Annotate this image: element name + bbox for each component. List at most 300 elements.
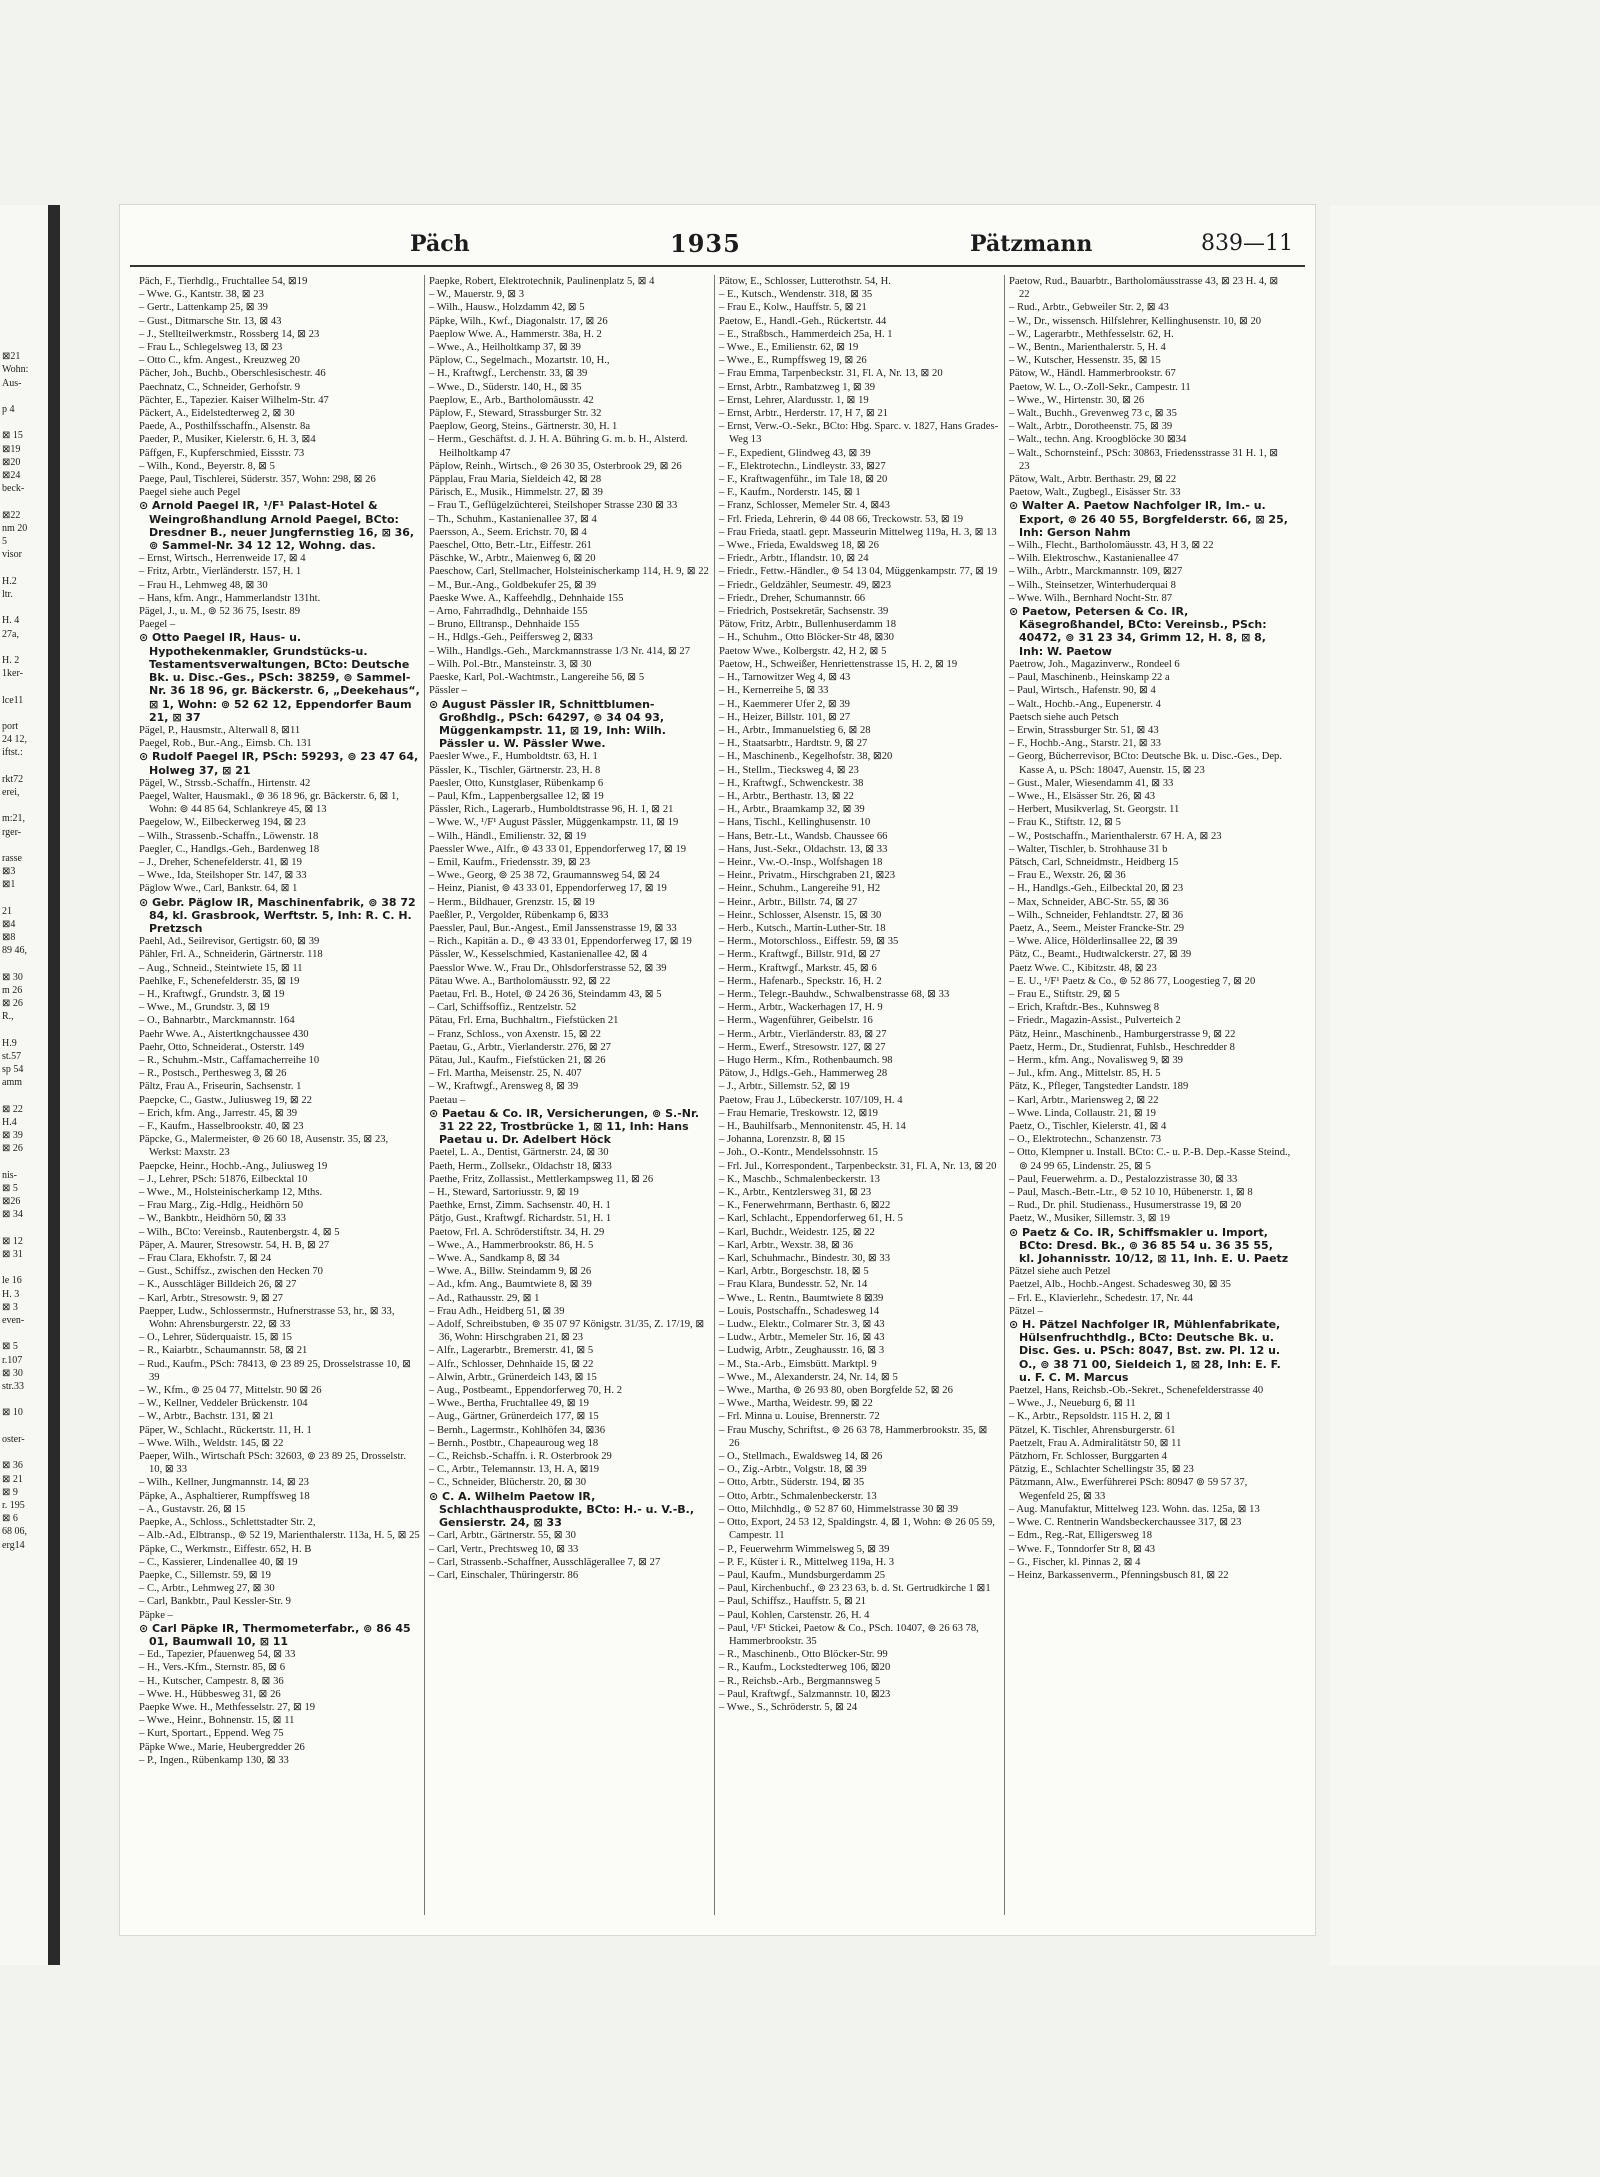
- directory-entry: – H., Arbtr., Immanuelstieg 6, ⊠ 28: [719, 724, 871, 736]
- directory-entry: Paetz Wwe. C., Kibitzstr. 48, ⊠ 23: [1009, 962, 1157, 974]
- previous-page-fragment: 24 12,: [2, 734, 27, 746]
- directory-entry: Paetzel, Hans, Reichsb.-Ob.-Sekret., Schenefelderstrasse 40: [1009, 1385, 1264, 1397]
- directory-entry: – Otto, Arbtr., Süderstr. 194, ⊠ 35: [719, 1477, 865, 1489]
- directory-entry: – Walt., Schornsteinf., PSch: 30863, Friedensstrasse 31 H. 1, ⊠ 23: [1009, 447, 1279, 472]
- directory-entry: – Wwe., H., Elsässer Str. 26, ⊠ 43: [1009, 790, 1156, 802]
- directory-entry: Paeplow, E., Arb., Bartholomäusstr. 42: [429, 394, 594, 406]
- directory-entry: – Karl, Buchdr., Weidestr. 125, ⊠ 22: [719, 1226, 875, 1238]
- directory-entry: – Gust., Schiffsz., zwischen den Hecken 70: [139, 1266, 323, 1278]
- directory-entry: – Frau E., Stiftstr. 29, ⊠ 5: [1009, 988, 1120, 1000]
- previous-page-fragment: [2, 1446, 48, 1459]
- previous-page-fragment: ⊠ 12: [2, 1235, 23, 1247]
- directory-entry: – J., Stellteilwerkmstr., Rossberg 14, ⊠ 23: [139, 328, 320, 340]
- directory-entry: – Wwe., M., Holsteinischerkamp 12, Mths.: [139, 1187, 323, 1199]
- directory-entry: – F., Kaufm., Norderstr. 145, ⊠ 1: [719, 487, 861, 499]
- directory-entry: Pätow, Fritz, Arbtr., Bullenhuserdamm 18: [719, 619, 897, 631]
- previous-page-fragment: erg14: [2, 1539, 25, 1551]
- directory-entry: – H., Stellm., Tiecksweg 4, ⊠ 23: [719, 764, 859, 776]
- directory-entry: – Heinz, Pianist, ⊚ 43 33 01, Eppendorferweg 17, ⊠ 19: [429, 883, 667, 895]
- directory-entry: Pätow, W., Händl. Hammerbrookstr. 67: [1009, 368, 1176, 380]
- directory-entry: – Wilh., Steinsetzer, Winterhuderquai 8: [1009, 579, 1176, 591]
- directory-entry: – C., Schneider, Blücherstr. 20, ⊠ 30: [429, 1477, 587, 1489]
- previous-page-fragment: ⊠ 34: [2, 1209, 23, 1221]
- directory-entry: – Frau K., Stiftstr. 12, ⊠ 5: [1009, 817, 1121, 829]
- directory-entry: Paesler, Otto, Kunstglaser, Rübenkamp 6: [429, 777, 604, 789]
- directory-entry: – Frau Frieda, staatl. gepr. Masseurin Mittelweg 119a, H. 3, ⊠ 13: [719, 526, 997, 538]
- directory-entry: Paeske Wwe. A., Kaffeehdlg., Dehnhaide 155: [429, 592, 624, 604]
- previous-page-fragment: H. 4: [2, 615, 20, 627]
- directory-entry: – Wwe., J., Neueburg 6, ⊠ 11: [1009, 1398, 1136, 1410]
- previous-page-fragment: rger-: [2, 826, 22, 838]
- directory-entry: – Alfr., Lagerarbtr., Bremerstr. 41, ⊠ 5: [429, 1345, 594, 1357]
- previous-page-fragment: ⊠ 21: [2, 1473, 23, 1485]
- directory-entry: – Friedr., Fettw.-Händler., ⊚ 54 13 04, Müggenkampstr. 77, ⊠ 19: [719, 566, 998, 578]
- directory-entry: – Wwe., D., Süderstr. 140, H., ⊠ 35: [429, 381, 582, 393]
- directory-entry: – R., Kaiarbtr., Schaumannstr. 58, ⊠ 21: [139, 1345, 308, 1357]
- directory-entry: – Paul, Wirtsch., Hafenstr. 90, ⊠ 4: [1009, 685, 1156, 697]
- previous-page-fragment: ⊠ 26: [2, 1143, 23, 1155]
- directory-entry: – H., Kernerreihe 5, ⊠ 33: [719, 685, 829, 697]
- directory-entry: – Kurt, Sportart., Eppend. Weg 75: [139, 1728, 284, 1740]
- previous-page-fragment: 27a,: [2, 628, 19, 640]
- previous-page-fragment: [2, 641, 48, 654]
- directory-entry: Paeplow Wwe. A., Hammerstr. 38a, H. 2: [429, 328, 602, 340]
- directory-entry: – Ernst, Wirtsch., Herrenweide 17, ⊠ 4: [139, 553, 306, 565]
- directory-entry: – R., Schuhm.-Mstr., Caffamacherreihe 10: [139, 1054, 320, 1066]
- directory-entry: – E., Kutsch., Wendenstr. 318, ⊠ 35: [719, 289, 873, 301]
- previous-page-fragment: Aus-: [2, 377, 22, 389]
- directory-entry: – Joh., O.-Kontr., Mendelssohnstr. 15: [719, 1147, 878, 1159]
- directory-entry: – Wwe. A., Billw. Steindamm 9, ⊠ 26: [429, 1266, 592, 1278]
- directory-entry: – Paul, ¹/F¹ Stickei, Paetow & Co., PSch. 10407, ⊚ 26 63 78, Hammerbrookstr. 35: [719, 1622, 979, 1647]
- directory-entry: – P., Feuerwehrm Wimmelsweg 5, ⊠ 39: [719, 1543, 890, 1555]
- directory-entry: Paeßler, P., Vergolder, Rübenkamp 6, ⊠33: [429, 909, 609, 921]
- directory-entry: – Friedr., Geldzähler, Seumestr. 49, ⊠23: [719, 579, 892, 591]
- directory-entry: – Otto C., kfm. Angest., Kreuzweg 20: [139, 355, 300, 367]
- previous-page-fragment: p 4: [2, 404, 15, 416]
- directory-entry: – Bernh., Postbtr., Chapeauroug weg 18: [429, 1437, 599, 1449]
- directory-entry: Paetzel, Alb., Hochb.-Angest. Schadesweg 30, ⊠ 35: [1009, 1279, 1231, 1291]
- directory-entry: Päplow, F., Steward, Strassburger Str. 32: [429, 408, 602, 420]
- directory-entry: – Karl, Schlacht., Eppendorferweg 61, H. 5: [719, 1213, 903, 1225]
- directory-entry: – Arno, Fahrradhdlg., Dehnhaide 155: [429, 606, 588, 618]
- directory-entry: – Ad., Rathausstr. 29, ⊠ 1: [429, 1292, 540, 1304]
- directory-entry: – Herm., Bildhauer, Grenzstr. 15, ⊠ 19: [429, 896, 595, 908]
- directory-entry: – K., Arbtr., Kentzlersweg 31, ⊠ 23: [719, 1187, 872, 1199]
- directory-entry: – P., Ingen., Rübenkamp 130, ⊠ 33: [139, 1754, 289, 1766]
- directory-entry: – Walt., Buchh., Grevenweg 73 c, ⊠ 35: [1009, 408, 1177, 420]
- directory-entry: – Wwe., L. Rentn., Baumtwiete 8 ⊠39: [719, 1292, 884, 1304]
- previous-page-fragment: [2, 231, 48, 244]
- previous-page-fragment: rkt72: [2, 773, 24, 785]
- directory-entry: – C., Kassierer, Lindenallee 40, ⊠ 19: [139, 1556, 298, 1568]
- directory-entry: – Hans, Just.-Sekr., Oldachstr. 13, ⊠ 33: [719, 843, 888, 855]
- directory-entry: – Jul., kfm. Ang., Mittelstr. 85, H. 5: [1009, 1068, 1161, 1080]
- directory-entry: – Ernst, Arbtr., Herderstr. 17, H 7, ⊠ 21: [719, 408, 888, 420]
- header-first-entry: Päch: [410, 231, 470, 257]
- directory-entry: – Ernst, Verw.-O.-Sekr., BCto: Hbg. Sparc. v. 1827, Hans Grades-Weg 13: [719, 421, 999, 446]
- directory-entry: Pätow, J., Hdlgs.-Geh., Hammerweg 28: [719, 1068, 888, 1080]
- directory-entry: – Frau Marg., Zig.-Hdlg., Heidhörn 50: [139, 1200, 303, 1212]
- directory-entry: – Wilh. Pol.-Btr., Mansteinstr. 3, ⊠ 30: [429, 658, 592, 670]
- directory-entry: – Frau Emma, Tarpenbeckstr. 31, Fl. A, Nr. 13, ⊠ 20: [719, 368, 943, 380]
- directory-entry: ⊙ Otto Paegel IR, Haus- u. Hypothekenmakler, Grundstücks-u. Testamentsverwaltungen, BCto: Deutsche Bk. u. Disc.-Ges., PSch: 38259, ⊚ Sammel-Nr. 36 18 96, gr. Bäckerstr. 6, „Deekehaus“, ⊠ 1, Wohn: ⊚ 52 62 12, Eppendorfer Baum 21, ⊠ 37: [139, 631, 420, 724]
- directory-entry: – Herm., Geschäftst. d. J. H. A. Bühring G. m. b. H., Alsterd. Heilholtkamp 47: [429, 434, 688, 459]
- directory-entry: Pätau, Frl. Erna, Buchhaltrn., Fiefstücken 21: [429, 1015, 619, 1027]
- directory-entry: – Wilh., Hausw., Holzdamm 42, ⊠ 5: [429, 302, 585, 314]
- directory-entry: – Paul, Maschinenb., Heinskamp 22 a: [1009, 672, 1170, 684]
- directory-entry: – Wwe., Bertha, Fruchtallee 49, ⊠ 19: [429, 1398, 589, 1410]
- directory-entry: Paetrow, Joh., Magazinverw., Rondeel 6: [1009, 658, 1180, 670]
- directory-entry: – Wilh., Arbtr., Marckmannstr. 109, ⊠27: [1009, 566, 1183, 578]
- directory-entry: – M., Sta.-Arb., Eimsbütt. Marktpl. 9: [719, 1358, 877, 1370]
- previous-page-fragment: [2, 297, 48, 310]
- previous-page-fragment: iftst.:: [2, 747, 23, 759]
- directory-entry: – W., Kraftwgf., Arensweg 8, ⊠ 39: [429, 1081, 579, 1093]
- directory-entry: – Rud., Arbtr., Gebweiler Str. 2, ⊠ 43: [1009, 302, 1169, 314]
- directory-entry: Päper, W., Schlacht., Rückertstr. 11, H. 1: [139, 1424, 312, 1436]
- previous-page-fragment: ⊠21: [2, 351, 21, 363]
- directory-entry: Päch, F., Tierhdlg., Fruchtallee 54, ⊠19: [139, 276, 308, 287]
- directory-entry: – Paul, Kirchenbuchf., ⊚ 23 23 63, b. d. St. Gertrudkirche 1 ⊠1: [719, 1583, 991, 1595]
- directory-entry: Pätzig, E., Schlachter Schellingstr 35, ⊠ 23: [1009, 1464, 1194, 1476]
- directory-entry: Paeper, Wilh., Wirtschaft PSch: 32603, ⊚ 23 89 25, Drosselstr. 10, ⊠ 33: [139, 1451, 407, 1476]
- directory-entry: Pätz, C., Beamt., Hudtwalckerstr. 27, ⊠ 39: [1009, 949, 1192, 961]
- book-binding: [48, 205, 60, 1965]
- directory-entry: – Carl, Einschaler, Thüringerstr. 86: [429, 1569, 579, 1581]
- directory-entry: – Frau Muschy, Schriftst., ⊚ 26 63 78, Hammerbrookstr. 35, ⊠ 26: [719, 1424, 988, 1449]
- previous-page-fragment: [2, 1393, 48, 1406]
- previous-page-fragment: ⊠ 30: [2, 971, 23, 983]
- directory-entry: Paetow, Walt., Zugbegl., Eisässer Str. 33: [1009, 487, 1181, 499]
- previous-page-fragment: [2, 839, 48, 852]
- directory-entry: Pähler, Frl. A., Schneiderin, Gärtnerstr. 118: [139, 949, 323, 961]
- directory-entry: – Fritz, Arbtr., Vierländerstr. 157, H. 1: [139, 566, 302, 578]
- directory-entry: – Herm., Telegr.-Bauhdw., Schwalbenstrasse 68, ⊠ 33: [719, 988, 950, 1000]
- directory-entry: Päpke –: [139, 1609, 173, 1621]
- directory-entry: ⊙ Paetow, Petersen & Co. IR, Käsegroßhandel, BCto: Vereinsb., PSch: 40472, ⊚ 31 23 34, Grimm 12, H. 8, ⊠ 8, Inh: W. Paetow: [1009, 605, 1267, 658]
- directory-entry: – W., Mauerstr. 9, ⊠ 3: [429, 289, 525, 301]
- previous-page-fragment: [2, 1261, 48, 1274]
- directory-entry: – Frau L., Schlegelsweg 13, ⊠ 23: [139, 342, 283, 354]
- previous-page-fragment: ltr.: [2, 588, 13, 600]
- directory-entry: – Hans, kfm. Angr., Hammerlandstr 131ht.: [139, 592, 321, 604]
- directory-entry: – E., Straßbsch., Hammerdeich 25a, H. 1: [719, 328, 893, 340]
- directory-entry: – Adolf, Schreibstuben, ⊚ 35 07 97 Königstr. 31/35, Z. 17/19, ⊠ 36, Wohn: Hirschgraben 21, ⊠ 23: [429, 1319, 705, 1344]
- directory-entry: Paetsch siehe auch Petsch: [1009, 711, 1119, 723]
- directory-entry: – Herm., Arbtr., Wackerhagen 17, H. 9: [719, 1002, 883, 1014]
- directory-entry: – H., Kraftwgf., Lerchenstr. 33, ⊠ 39: [429, 368, 588, 380]
- directory-entry: – W., Postschaffn., Marienthalerstr. 67 H. A, ⊠ 23: [1009, 830, 1222, 842]
- directory-entry: – J., Lehrer, PSch: 51876, Eilbecktal 10: [139, 1173, 308, 1185]
- directory-entry: – Wwe., E., Rumpffsweg 19, ⊠ 26: [719, 355, 867, 367]
- previous-page-fragment: [2, 760, 48, 773]
- previous-page-fragment: oster-: [2, 1433, 25, 1445]
- directory-entry: ⊙ H. Pätzel Nachfolger IR, Mühlenfabrikate, Hülsenfruchthdlg., BCto: Deutsche Bk. u. Disc. Ges. u. PSch: 8047, Bst. zw. Pl. 12 u. O., ⊚ 38 71 00, Sieldeich 1, ⊠ 28, Inh: E. F. u. F. C. M. Marcus: [1009, 1318, 1281, 1384]
- previous-page-fragment: [2, 561, 48, 574]
- previous-page-fragment: ⊠22: [2, 509, 21, 521]
- directory-entry: – F., Kaufm., Hasselbrookstr. 40, ⊠ 23: [139, 1121, 304, 1132]
- directory-entry: – Paul, Feuerwehrm. a. D., Pestalozzistrasse 30, ⊠ 33: [1009, 1173, 1238, 1185]
- previous-page-fragment: m 26: [2, 984, 23, 996]
- column-2: [425, 275, 715, 1915]
- directory-entry: – K., Arbtr., Repsoldstr. 115 H. 2, ⊠ 1: [1009, 1411, 1171, 1423]
- directory-entry: – Hans, Betr.-Lt., Wandsb. Chaussee 66: [719, 830, 888, 842]
- directory-entry: Paehlke, F., Schenefelderstr. 35, ⊠ 19: [139, 975, 300, 987]
- directory-entry: – W., Kellner, Veddeler Brückenstr. 104: [139, 1398, 308, 1410]
- directory-entry: – Heinr., Schlosser, Alsenstr. 15, ⊠ 30: [719, 909, 882, 921]
- directory-entry: – Paul, Kraftwgf., Salzmannstr. 10, ⊠23: [719, 1688, 891, 1700]
- directory-entry: – H., Handlgs.-Geh., Eilbecktal 20, ⊠ 23: [1009, 883, 1184, 895]
- directory-entry: – Karl, Schuhmachr., Bindestr. 30, ⊠ 33: [719, 1253, 890, 1265]
- directory-entry: Pägel, P., Hausmstr., Alterwall 8, ⊠11: [139, 724, 301, 736]
- directory-entry: – Wwe. Wilh., Weldstr. 145, ⊠ 22: [139, 1437, 284, 1449]
- directory-entry: Paegel siehe auch Pegel: [139, 487, 241, 499]
- directory-entry: – Ludw., Elektr., Colmarer Str. 3, ⊠ 43: [719, 1319, 885, 1331]
- directory-entry: – Ludwig, Arbtr., Zeughausstr. 16, ⊠ 3: [719, 1345, 885, 1357]
- directory-entry: – Herbert, Musikverlag, St. Georgstr. 11: [1009, 804, 1180, 816]
- directory-entry: – Rud., Dr. phil. Studienass., Husumerstrasse 19, ⊠ 20: [1009, 1200, 1242, 1212]
- directory-entry: – E. U., ¹/F¹ Paetz & Co., ⊚ 52 86 77, Loogestieg 7, ⊠ 20: [1009, 975, 1256, 987]
- previous-page-fragment: [2, 284, 48, 297]
- directory-entry: – Max, Schneider, ABC-Str. 55, ⊠ 36: [1009, 896, 1169, 908]
- directory-entry: Paessler Wwe., Alfr., ⊚ 43 33 01, Eppendorferweg 17, ⊠ 19: [429, 843, 687, 855]
- directory-entry: – Aug., Postbeamt., Eppendorferweg 70, H. 2: [429, 1385, 623, 1397]
- directory-entry: – Frau Klara, Bundesstr. 52, Nr. 14: [719, 1279, 868, 1291]
- directory-entry: – Frau T., Geflügelzüchterei, Steilshoper Strasse 230 ⊠ 33: [429, 500, 678, 512]
- directory-entry: Paege, Paul, Tischlerei, Süderstr. 357, Wohn: 298, ⊠ 26: [139, 474, 376, 486]
- directory-entry: – W., Lagerarbtr., Methfesselstr. 62, H.: [1009, 328, 1174, 340]
- previous-page-fragment: 21: [2, 905, 12, 917]
- directory-entry: Paehr Wwe. A., Aistertkngchaussee 430: [139, 1028, 309, 1040]
- directory-entry: Paetz, W., Musiker, Sillemstr. 3, ⊠ 19: [1009, 1213, 1170, 1225]
- directory-entry: – Hans, Tischl., Kellinghusenstr. 10: [719, 817, 871, 829]
- directory-entry: – Wwe., Frieda, Ewaldsweg 18, ⊠ 26: [719, 540, 879, 552]
- directory-entry: – Hugo Herm., Kfm., Rothenbaumch. 98: [719, 1054, 893, 1066]
- directory-entry: – Wwe., Heinr., Bohnenstr. 15, ⊠ 11: [139, 1715, 295, 1727]
- header-page-number: 839—11: [1201, 231, 1293, 256]
- directory-entry: Päpcke, G., Malermeister, ⊚ 26 60 18, Ausenstr. 35, ⊠ 23, Werkst: Maxstr. 23: [139, 1134, 389, 1159]
- directory-entry: – H., Kaemmerer Ufer 2, ⊠ 39: [719, 698, 850, 710]
- directory-entry: – K., Fenerwehrmann, Berthastr. 6, ⊠22: [719, 1200, 891, 1212]
- directory-entry: Pächter, E., Tapezier. Kaiser Wilhelm-Str. 47: [139, 394, 329, 406]
- directory-entry: – G., Fischer, kl. Pinnas 2, ⊠ 4: [1009, 1556, 1141, 1568]
- directory-entry: Paetz, A., Seem., Meister Francke-Str. 29: [1009, 922, 1185, 934]
- directory-entry: – Carl, Arbtr., Gärtnerstr. 55, ⊠ 30: [429, 1530, 576, 1542]
- directory-entry: – Wilh., Schneider, Fehlandtstr. 27, ⊠ 36: [1009, 909, 1184, 921]
- directory-entry: – Louis, Postschaffn., Schadesweg 14: [719, 1305, 880, 1317]
- previous-page-fragment: [2, 1420, 48, 1433]
- directory-entry: – Ad., kfm. Ang., Baumtwiete 8, ⊠ 39: [429, 1279, 592, 1291]
- previous-page-fragment: ⊠1: [2, 879, 16, 891]
- directory-entry: Pässler, Rich., Lagerarb., Humboldtstrasse 96, H. 1, ⊠ 21: [429, 804, 674, 816]
- directory-entry: – Wwe. W., ¹/F¹ August Pässler, Müggenkampstr. 11, ⊠ 19: [429, 817, 679, 829]
- directory-entry: Pässler, W., Kesselschmied, Kastanienallee 42, ⊠ 4: [429, 949, 648, 961]
- directory-entry: Päpke, C., Werkmstr., Eiffestr. 652, H. B: [139, 1543, 312, 1555]
- directory-entry: – Heinr., Privatm., Hirschgraben 21, ⊠23: [719, 870, 895, 882]
- directory-entry: – Karl, Arbtr., Stresowstr. 9, ⊠ 27: [139, 1292, 283, 1304]
- directory-entry: – Wilh., Handlgs.-Geh., Marckmannstrasse 1/3 Nr. 414, ⊠ 27: [429, 645, 690, 657]
- previous-page-fragment: port: [2, 720, 19, 732]
- directory-entry: ⊙ Arnold Paegel IR, ¹/F¹ Palast-Hotel & Weingroßhandlung Arnold Paegel, BCto: Dresdner B., neuer Jungfernstieg 16, ⊠ 36, ⊚ Sammel-Nr. 34 12 12, Wohng. das.: [139, 499, 415, 553]
- directory-entry: – Paul, Kohlen, Carstenstr. 26, H. 4: [719, 1609, 870, 1621]
- directory-entry: – Alwin, Arbtr., Grünerdeich 143, ⊠ 15: [429, 1371, 597, 1383]
- directory-entry: – Erich, kfm. Ang., Jarrestr. 45, ⊠ 39: [139, 1107, 298, 1119]
- previous-page-fragment: 1ker-: [2, 668, 23, 680]
- directory-entry: – Frl. Martha, Meisenstr. 25, N. 407: [429, 1068, 582, 1080]
- directory-entry: – Frau Hemarie, Treskowstr. 12, ⊠19: [719, 1107, 878, 1119]
- directory-entry: – Ed., Tapezier, Pfauenweg 54, ⊠ 33: [139, 1649, 296, 1661]
- directory-entry: – Herm., Kraftwgf., Markstr. 45, ⊠ 6: [719, 962, 877, 974]
- directory-entry: – Frl. Jul., Korrespondent., Tarpenbeckstr. 31, Fl. A, Nr. 13, ⊠ 20: [719, 1160, 997, 1172]
- directory-entry: ⊙ Paetz & Co. IR, Schiffsmakler u. Import, BCto: Dresd. Bk., ⊚ 36 85 54 u. 36 35 55, kl. Johannisstr. 10/12, ⊠ 11, Inh. E. U. Paetz: [1009, 1225, 1289, 1266]
- directory-entry: – K., Ausschläger Billdeich 26, ⊠ 27: [139, 1279, 297, 1291]
- previous-page-fragment: [2, 680, 48, 693]
- previous-page-fragment: [2, 324, 48, 337]
- directory-entry: Paepcke, C., Gastw., Juliusweg 19, ⊠ 22: [139, 1094, 312, 1106]
- directory-entry: – Walt., techn. Ang. Kroogblöcke 30 ⊠34: [1009, 434, 1187, 446]
- directory-entry: – Aug., Schneid., Steintwiete 15, ⊠ 11: [139, 962, 303, 974]
- previous-page-fragment: [2, 1024, 48, 1037]
- directory-entry: – Carl, Vertr., Prechtsweg 10, ⊠ 33: [429, 1543, 579, 1555]
- directory-entry: – Wilh., Flecht., Bartholomäusstr. 43, H 3, ⊠ 22: [1009, 540, 1214, 552]
- directory-entry: Pätow, Walt., Arbtr. Berthastr. 29, ⊠ 22: [1009, 474, 1177, 486]
- directory-entry: Paehr, Otto, Schneiderat., Osterstr. 149: [139, 1041, 305, 1053]
- directory-entry: – Karl, Arbtr., Mariensweg 2, ⊠ 22: [1009, 1094, 1159, 1106]
- directory-entry: ⊙ Walter A. Paetow Nachfolger IR, Im.- u. Export, ⊚ 26 40 55, Borgfelderstr. 66, ⊠ 25, Inh: Gerson Nahm: [1009, 499, 1288, 539]
- directory-entry: Paetow, W. L., O.-Zoll-Sekr., Campestr. 11: [1009, 381, 1191, 393]
- previous-page-fragment: [2, 601, 48, 614]
- directory-entry: – H., Staatsarbtr., Hardtstr. 9, ⊠ 27: [719, 738, 868, 750]
- directory-entry: – Wwe., A., Hammerbrookstr. 86, H. 5: [429, 1239, 594, 1251]
- directory-entry: Paechnatz, C., Schneider, Gerhofstr. 9: [139, 381, 301, 393]
- directory-entry: – Emil, Kaufm., Friedensstr. 39, ⊠ 23: [429, 856, 591, 868]
- directory-entry: – Wwe. Wilh., Bernhard Nocht-Str. 87: [1009, 592, 1173, 604]
- directory-entry: – Heinr., Arbtr., Billstr. 74, ⊠ 27: [719, 896, 858, 908]
- directory-entry: – P. F., Küster i. R., Mittelweg 119a, H. 3: [719, 1556, 895, 1568]
- previous-page-fragment: ⊠24: [2, 470, 21, 482]
- directory-entry: – Herm., Wagenführer, Geibelstr. 16: [719, 1015, 873, 1027]
- previous-page-fragment: [2, 799, 48, 812]
- directory-entry: – Wilh., Kond., Beyerstr. 8, ⊠ 5: [139, 460, 275, 472]
- directory-entry: – Bernh., Lagermstr., Kohlhöfen 34, ⊠36: [429, 1424, 605, 1436]
- directory-entry: Pätau, Jul., Kaufm., Fiefstücken 21, ⊠ 26: [429, 1054, 606, 1066]
- directory-entry: Pässler –: [429, 685, 467, 697]
- directory-entry: – Wilh., Strassenb.-Schaffn., Löwenstr. 18: [139, 830, 319, 842]
- previous-page-fragment: 68 06,: [2, 1526, 27, 1538]
- directory-entry: – O., Bahnarbtr., Marckmannstr. 164: [139, 1015, 295, 1027]
- directory-entry: – Carl, Schiffsoffiz., Rentzelstr. 52: [429, 1002, 577, 1014]
- directory-entry: Pägel, J., u. M., ⊚ 52 36 75, Isestr. 89: [139, 606, 301, 618]
- previous-page-fragment: 89 46,: [2, 945, 27, 957]
- directory-entry: – Wwe., W., Hirtenstr. 30, ⊠ 26: [1009, 394, 1145, 406]
- directory-entry: – Gust., Ditmarsche Str. 13, ⊠ 43: [139, 315, 282, 327]
- previous-page-fragment: ⊠ 10: [2, 1407, 23, 1419]
- directory-entry: – H., Kraftwgf., Grundstr. 3, ⊠ 19: [139, 988, 285, 1000]
- directory-entry: Pätz, Heinr., Maschinenb., Hamburgerstrasse 9, ⊠ 22: [1009, 1028, 1236, 1040]
- directory-entry: Pärisch, E., Musik., Himmelstr. 27, ⊠ 39: [429, 487, 603, 499]
- directory-entry: – Th., Schuhm., Kastanienallee 37, ⊠ 4: [429, 513, 597, 525]
- directory-entry: – H., Maschinenb., Kegelhofstr. 38, ⊠20: [719, 751, 893, 763]
- directory-entry: ⊙ Gebr. Päglow IR, Maschinenfabrik, ⊚ 38 72 84, kl. Grasbrook, Werftstr. 5, Inh: R. C. H. Pretzsch: [139, 895, 416, 935]
- directory-entry: – Carl, Strassenb.-Schaffner, Ausschlägerallee 7, ⊠ 27: [429, 1556, 661, 1568]
- previous-page-fragment: H.9: [2, 1037, 17, 1049]
- previous-page-fragment: [2, 1156, 48, 1169]
- directory-entry: Paegel, Walter, Hausmakl., ⊚ 36 18 96, gr. Bäckerstr. 6, ⊠ 1, Wohn: ⊚ 44 85 64, Schlankreye 45, ⊠ 13: [139, 790, 399, 816]
- directory-entry: – Aug., Gärtner, Grünerdeich 177, ⊠ 15: [429, 1411, 599, 1423]
- directory-entry: – Gust., Maler, Wiesendamm 41, ⊠ 33: [1009, 777, 1174, 789]
- directory-entry: Paepke, C., Sillemstr. 59, ⊠ 19: [139, 1569, 271, 1581]
- directory-entry: – H., Kutscher, Campestr. 8, ⊠ 36: [139, 1675, 284, 1687]
- previous-page-fragment: le 16: [2, 1275, 22, 1287]
- directory-entry: – J., Dreher, Schenefelderstr. 41, ⊠ 19: [139, 856, 302, 868]
- directory-entry: – Otto, Export, 24 53 12, Spaldingstr. 4, ⊠ 1, Wohn: ⊚ 26 05 59, Campestr. 11: [719, 1517, 995, 1542]
- directory-entry: – Gertr., Lattenkamp 25, ⊠ 39: [139, 302, 268, 314]
- directory-entry: – Wwe. Linda, Collaustr. 21, ⊠ 19: [1009, 1107, 1156, 1119]
- directory-entry: Pägel, W., Strssb.-Schaffn., Hirtenstr. 42: [139, 777, 311, 789]
- directory-entry: Paeske, Karl, Pol.-Wachtmstr., Langereihe 56, ⊠ 5: [429, 672, 645, 684]
- directory-entry: – C., Reichsb.-Schaffn. i. R. Osterbrook 29: [429, 1451, 612, 1463]
- directory-entry: – H., Tarnowitzer Weg 4, ⊠ 43: [719, 672, 851, 684]
- directory-entry: Päschke, W., Arbtr., Maienweg 6, ⊠ 20: [429, 553, 596, 565]
- directory-entry: – Aug. Manufaktur, Mittelweg 123. Wohn. das. 125a, ⊠ 13: [1009, 1503, 1260, 1515]
- directory-entry: – R., Postsch., Perthesweg 3, ⊠ 26: [139, 1068, 287, 1080]
- directory-entry: Pätau Wwe. A., Bartholomäusstr. 92, ⊠ 22: [429, 975, 611, 987]
- directory-entry: Paepke Wwe. H., Methfesselstr. 27, ⊠ 19: [139, 1701, 316, 1713]
- previous-page-fragment: ⊠ 30: [2, 1367, 23, 1379]
- previous-page-fragment: ⊠ 15: [2, 430, 23, 442]
- directory-entry: Paeder, P., Musiker, Kielerstr. 6, H. 3, ⊠4: [139, 434, 316, 446]
- directory-entry: – H., Vers.-Kfm., Sternstr. 85, ⊠ 6: [139, 1662, 286, 1674]
- directory-entry: – Walt., Hochb.-Ang., Eupenerstr. 4: [1009, 698, 1161, 710]
- directory-entry: – Karl, Arbtr., Wexstr. 38, ⊠ 36: [719, 1239, 854, 1251]
- directory-entry: – Herm., Arbtr., Vierländerstr. 83, ⊠ 27: [719, 1028, 887, 1040]
- previous-page-fragment: ⊠ 22: [2, 1103, 23, 1115]
- previous-page-fragment: ⊠26: [2, 1196, 21, 1208]
- directory-entry: Päckert, A., Eidelstedterweg 2, ⊠ 30: [139, 408, 295, 420]
- previous-page-fragment: [2, 1222, 48, 1235]
- directory-entry: – H., Arbtr., Braamkamp 32, ⊠ 39: [719, 804, 865, 816]
- previous-page-fragment: r. 195: [2, 1499, 25, 1511]
- previous-page-fragment: [2, 707, 48, 720]
- directory-entry: – Herm., Kraftwgf., Billstr. 91d, ⊠ 27: [719, 949, 881, 961]
- directory-entry: Paetow, Rud., Bauarbtr., Bartholomäusstrasse 43, ⊠ 23 H. 4, ⊠ 22: [1009, 276, 1279, 301]
- directory-entry: Paesslor Wwe. W., Frau Dr., Ohlsdorferstrasse 52, ⊠ 39: [429, 962, 667, 974]
- directory-entry: Paetau, Frl. B., Hotel, ⊚ 24 26 36, Steindamm 43, ⊠ 5: [429, 988, 662, 1000]
- right-margin: [1330, 205, 1600, 1965]
- previous-page-fragment: [2, 311, 48, 324]
- previous-page-fragment: ⊠ 26: [2, 998, 23, 1010]
- previous-page-fragment: rasse: [2, 852, 22, 864]
- directory-entry: – Franz, Schloss., von Axenstr. 15, ⊠ 22: [429, 1028, 601, 1040]
- previous-page-fragment: ⊠ 36: [2, 1460, 23, 1472]
- directory-entry: Pässler, K., Tischler, Gärtnerstr. 23, H. 8: [429, 764, 601, 776]
- directory-columns: [135, 275, 1295, 1915]
- column-1: [135, 275, 425, 1915]
- directory-entry: Paegel, Rob., Bur.-Ang., Eimsb. Ch. 131: [139, 738, 312, 750]
- directory-entry: – Frau E., Kolw., Hauffstr. 5, ⊠ 21: [719, 302, 867, 314]
- directory-entry: – Paul, Schiffsz., Hauffstr. 5, ⊠ 21: [719, 1596, 867, 1608]
- directory-entry: ⊙ August Pässler IR, Schnittblumen-Großhdlg., PSch: 64297, ⊚ 34 04 93, Müggenkampstr. 11, ⊠ 19, Inh: Wilh. Pässler u. W. Pässler Wwe.: [429, 697, 666, 751]
- directory-entry: – W., Kutscher, Hessenstr. 35, ⊠ 15: [1009, 355, 1161, 367]
- directory-entry: – Friedrich, Postsekretär, Sachsenstr. 39: [719, 606, 889, 618]
- previous-page-fragment: ⊠3: [2, 866, 16, 878]
- directory-entry: – Wwe. H., Hübbesweg 31, ⊠ 26: [139, 1688, 281, 1700]
- previous-page-fragment: [2, 416, 48, 429]
- directory-entry: – W., Bankbtr., Heidhörn 50, ⊠ 33: [139, 1213, 286, 1225]
- directory-entry: Päpplau, Frau Maria, Sieldeich 42, ⊠ 28: [429, 474, 602, 486]
- directory-entry: Paetel, L. A., Dentist, Gärtnerstr. 24, ⊠ 30: [429, 1147, 609, 1159]
